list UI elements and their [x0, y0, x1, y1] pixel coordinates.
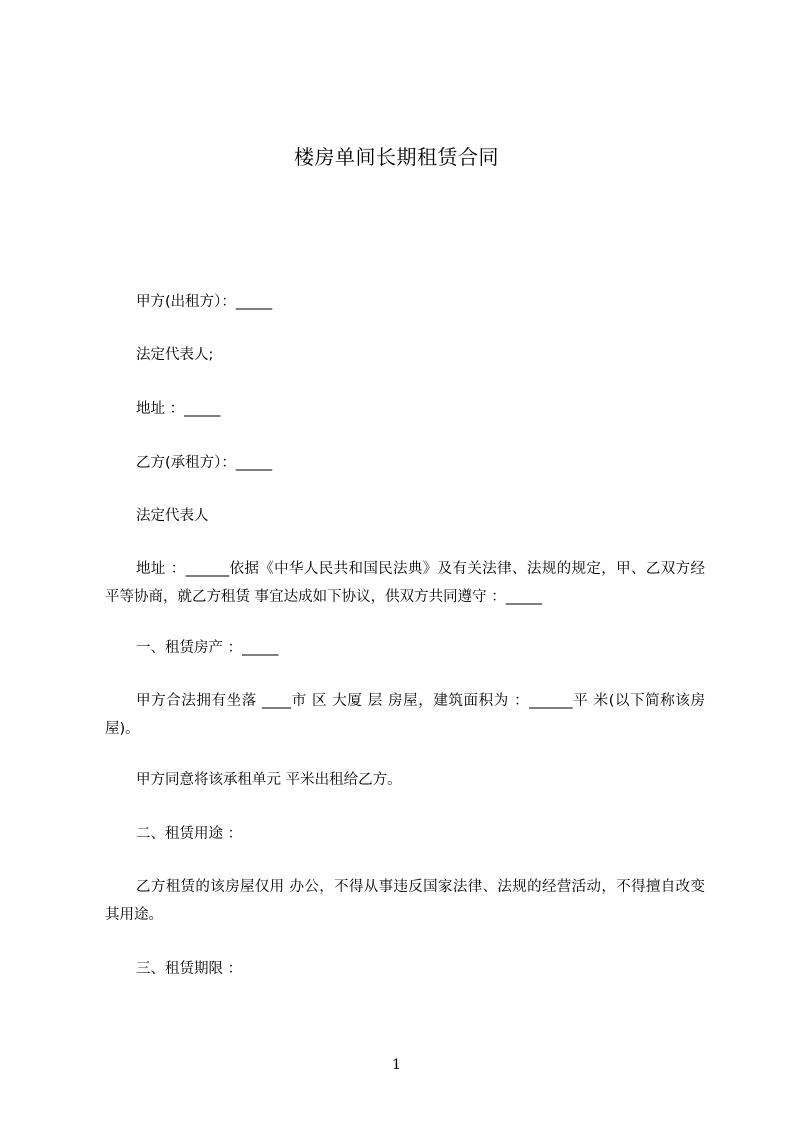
party-a-representative: 法定代表人;	[136, 347, 214, 363]
section-1-rental-unit: 甲方同意将该承租单元 平米出租给乙方。	[136, 772, 402, 788]
document-title: 楼房单间长期租赁合同	[294, 145, 499, 169]
section-2-heading: 二、租赁用途 ：	[136, 826, 243, 842]
page-number: 1	[392, 1057, 401, 1073]
party-b-address-preamble: 地址 ：______依据《中华人民共和国民法典》及有关法律、法规的规定，甲、乙双方经平等协商，就乙方租赁 事宜达成如下协议，供双方共同遵守 ：_____	[105, 561, 705, 605]
section-2-usage-clause: 乙方租赁的该房屋仅用 办公，不得从事违反国家法律、法规的经营活动，不得擅自改变其用途。	[105, 879, 705, 923]
section-1-property-location: 甲方合法拥有坐落 ____市 区 大厦 层 房屋，建筑面积为 ：______平 米(以下简称该房屋)。	[105, 693, 705, 737]
party-a-line: 甲方(出租方）：_____	[136, 294, 273, 310]
party-b-line: 乙方(承租方）：_____	[136, 455, 273, 471]
section-3-heading: 三、租赁期限 ：	[136, 961, 243, 977]
section-1-heading: 一、租赁房产 ：_____	[136, 640, 279, 656]
party-b-representative: 法定代表人	[136, 508, 209, 524]
party-a-address: 地址 ：_____	[136, 401, 221, 417]
